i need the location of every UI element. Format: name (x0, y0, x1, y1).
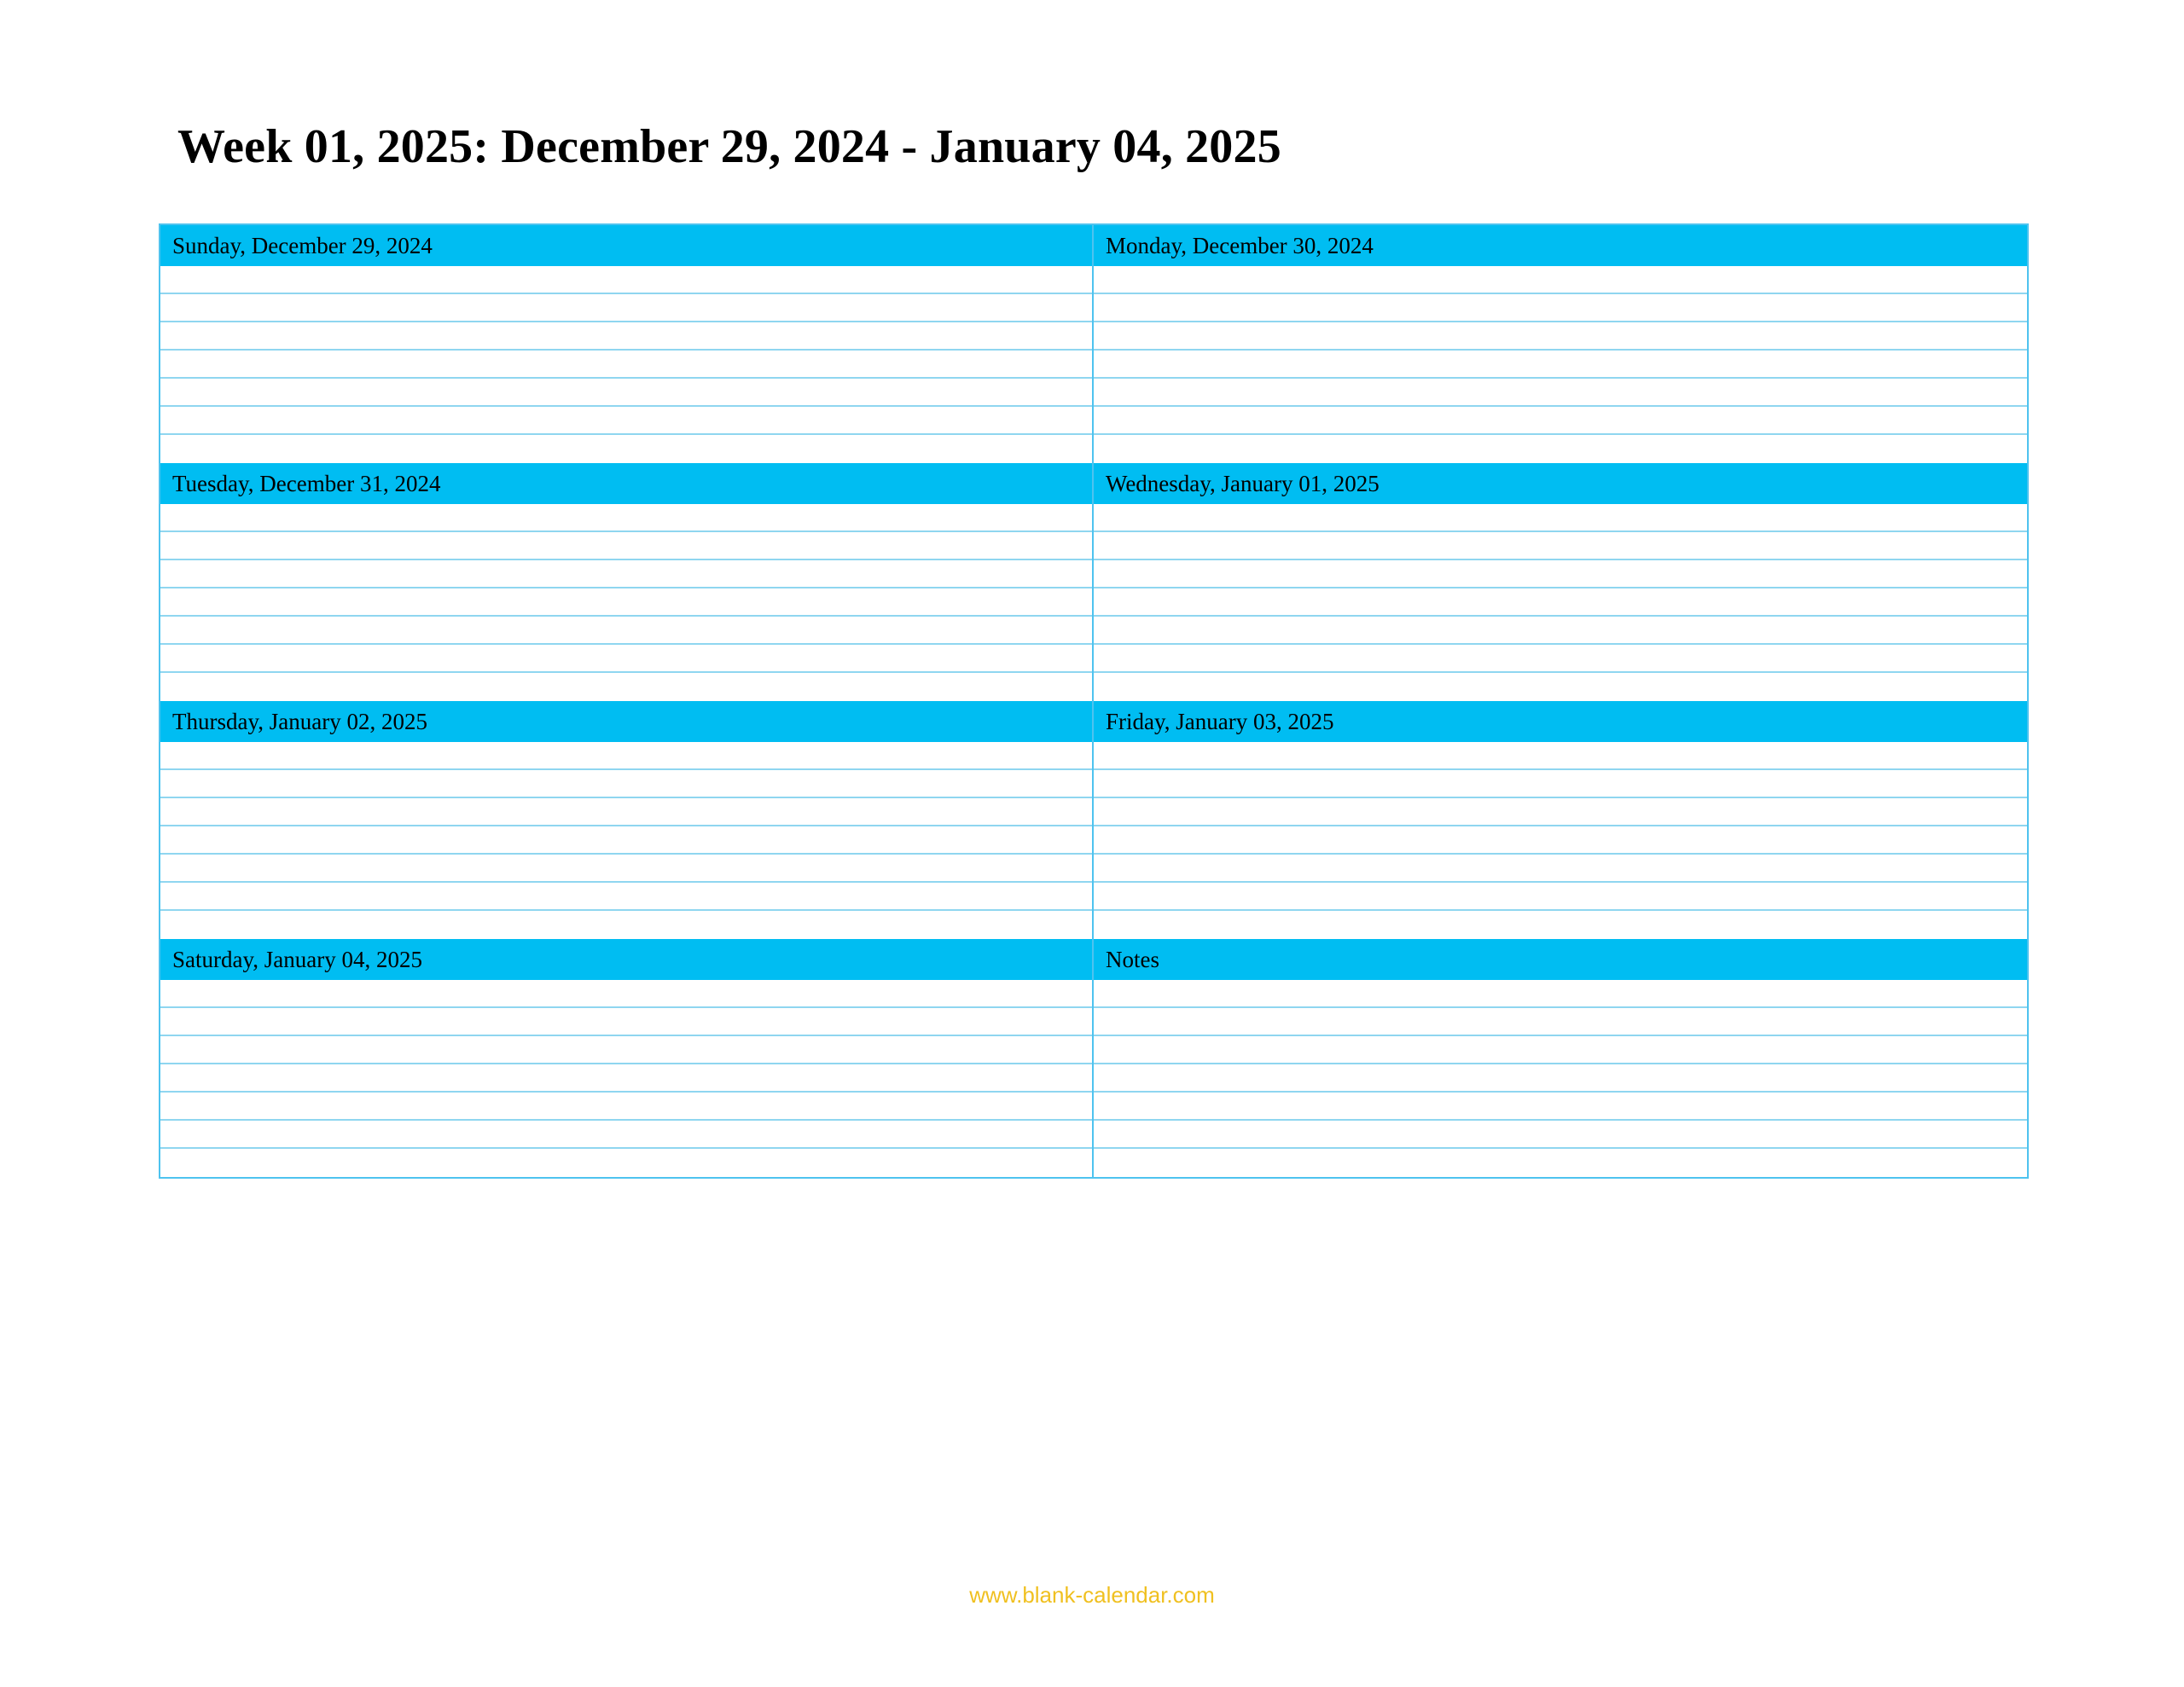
writing-line[interactable] (1094, 1149, 2027, 1177)
writing-line[interactable] (1094, 1121, 2027, 1149)
writing-line[interactable] (1094, 407, 2027, 435)
writing-line[interactable] (160, 855, 1092, 883)
writing-line[interactable] (1094, 798, 2027, 826)
writing-line[interactable] (160, 1121, 1092, 1149)
writing-lines (1094, 980, 2027, 1177)
writing-line[interactable] (160, 294, 1092, 322)
writing-line[interactable] (160, 504, 1092, 532)
day-cell-tuesday (160, 463, 1094, 701)
writing-line[interactable] (160, 980, 1092, 1008)
day-header-wednesday: Wednesday, January 01, 2025 (1094, 463, 2027, 504)
writing-line[interactable] (160, 798, 1092, 826)
writing-line[interactable] (160, 407, 1092, 435)
day-cell-saturday (160, 939, 1094, 1177)
writing-line[interactable] (160, 1036, 1092, 1064)
day-header-saturday: Saturday, January 04, 2025 (160, 939, 1092, 980)
writing-line[interactable] (1094, 855, 2027, 883)
day-cell-wednesday (1094, 463, 2027, 701)
writing-lines (1094, 742, 2027, 939)
writing-line[interactable] (160, 322, 1092, 351)
day-cell-sunday (160, 225, 1094, 463)
writing-line[interactable] (160, 266, 1092, 294)
writing-line[interactable] (160, 1093, 1092, 1121)
writing-line[interactable] (1094, 1093, 2027, 1121)
writing-line[interactable] (1094, 1008, 2027, 1036)
writing-line[interactable] (160, 673, 1092, 701)
writing-line[interactable] (160, 1064, 1092, 1093)
writing-line[interactable] (160, 742, 1092, 770)
day-header-friday: Friday, January 03, 2025 (1094, 701, 2027, 742)
writing-line[interactable] (160, 379, 1092, 407)
writing-line[interactable] (1094, 504, 2027, 532)
writing-line[interactable] (160, 911, 1092, 939)
writing-lines (1094, 504, 2027, 701)
writing-lines (160, 504, 1092, 701)
writing-line[interactable] (160, 532, 1092, 560)
day-block-row (160, 701, 2027, 939)
writing-line[interactable] (1094, 560, 2027, 588)
writing-line[interactable] (160, 645, 1092, 673)
writing-lines (160, 266, 1092, 463)
writing-line[interactable] (1094, 770, 2027, 798)
writing-line[interactable] (1094, 379, 2027, 407)
writing-line[interactable] (160, 588, 1092, 617)
writing-lines (1094, 266, 2027, 463)
day-cell-monday (1094, 225, 2027, 463)
writing-line[interactable] (160, 770, 1092, 798)
week-grid (159, 223, 2029, 1179)
writing-line[interactable] (160, 351, 1092, 379)
writing-lines (160, 980, 1092, 1177)
writing-line[interactable] (1094, 1036, 2027, 1064)
writing-line[interactable] (1094, 266, 2027, 294)
writing-line[interactable] (1094, 532, 2027, 560)
writing-line[interactable] (160, 1008, 1092, 1036)
writing-line[interactable] (1094, 742, 2027, 770)
day-cell-friday (1094, 701, 2027, 939)
writing-line[interactable] (1094, 1064, 2027, 1093)
writing-line[interactable] (1094, 911, 2027, 939)
day-header-tuesday: Tuesday, December 31, 2024 (160, 463, 1092, 504)
writing-line[interactable] (160, 826, 1092, 855)
writing-line[interactable] (160, 617, 1092, 645)
day-block-row (160, 225, 2027, 463)
day-header-sunday: Sunday, December 29, 2024 (160, 225, 1092, 266)
writing-line[interactable] (1094, 673, 2027, 701)
day-block-row (160, 463, 2027, 701)
writing-line[interactable] (160, 560, 1092, 588)
notes-cell (1094, 939, 2027, 1177)
writing-line[interactable] (1094, 617, 2027, 645)
writing-line[interactable] (160, 883, 1092, 911)
writing-line[interactable] (1094, 588, 2027, 617)
writing-line[interactable] (160, 435, 1092, 463)
writing-line[interactable] (1094, 980, 2027, 1008)
day-header-thursday: Thursday, January 02, 2025 (160, 701, 1092, 742)
day-header-monday: Monday, December 30, 2024 (1094, 225, 2027, 266)
website-link[interactable]: www.blank-calendar.com (969, 1582, 1215, 1608)
writing-lines (160, 742, 1092, 939)
writing-line[interactable] (1094, 645, 2027, 673)
day-cell-thursday (160, 701, 1094, 939)
writing-line[interactable] (1094, 294, 2027, 322)
writing-line[interactable] (1094, 883, 2027, 911)
writing-line[interactable] (1094, 826, 2027, 855)
writing-line[interactable] (1094, 322, 2027, 351)
writing-line[interactable] (160, 1149, 1092, 1177)
page-title: Week 01, 2025: December 29, 2024 - January 04, 2025 (177, 120, 1281, 173)
writing-line[interactable] (1094, 351, 2027, 379)
notes-header: Notes (1094, 939, 2027, 980)
writing-line[interactable] (1094, 435, 2027, 463)
day-block-row (160, 939, 2027, 1177)
footer (0, 1582, 2184, 1609)
